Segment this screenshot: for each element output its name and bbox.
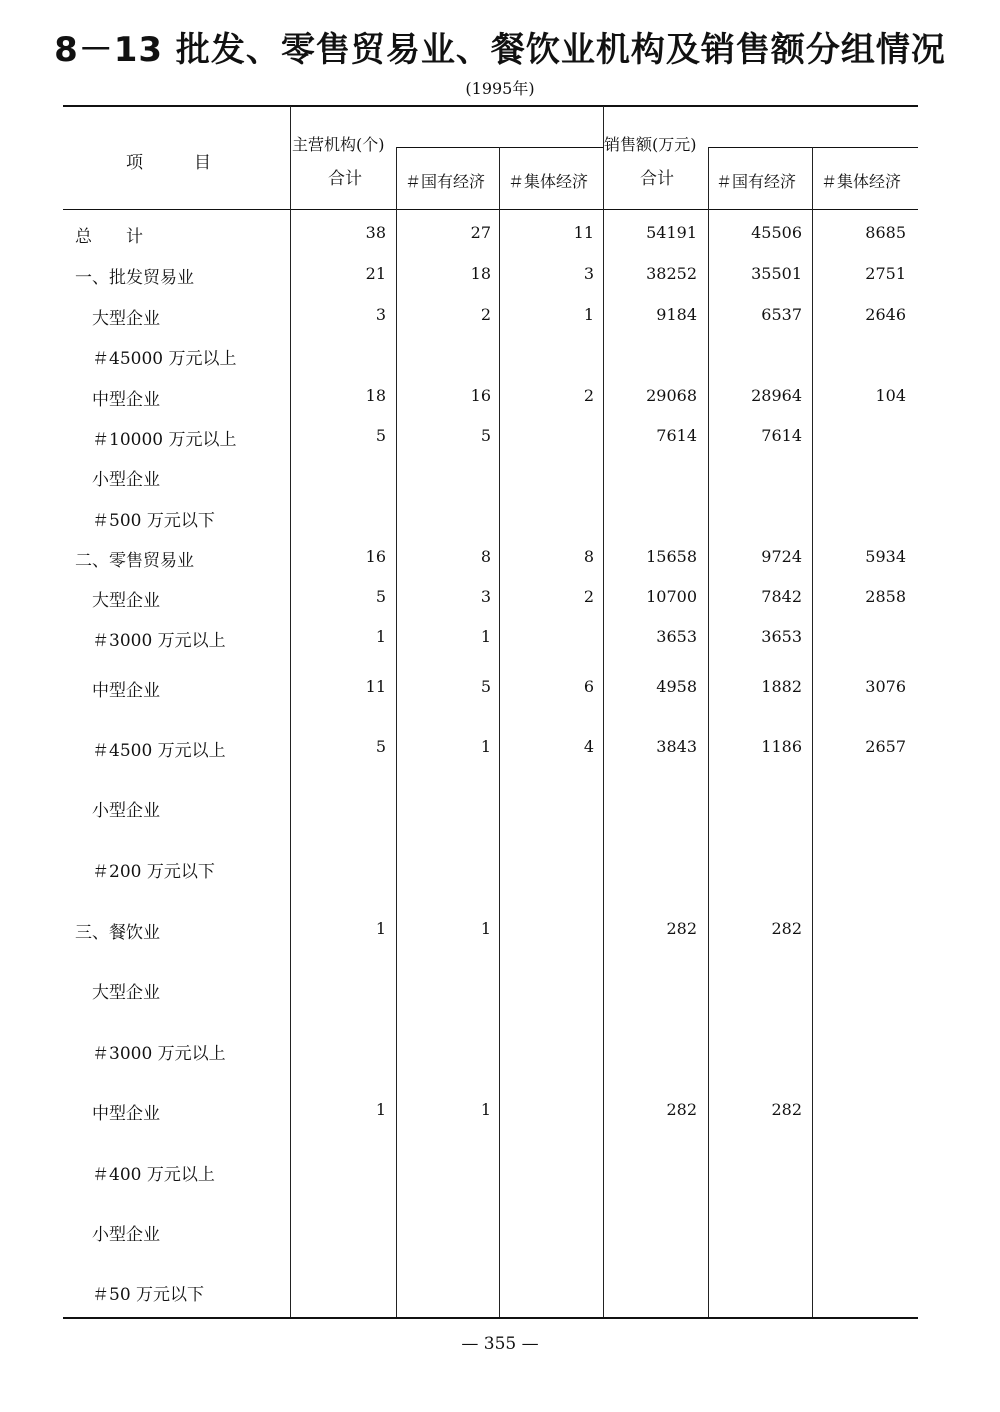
cell-value: 38 <box>365 223 386 242</box>
cell-value: 3653 <box>761 627 802 646</box>
header-inst-state: ＃国有经济 <box>405 172 486 191</box>
header-inst-collective: ＃集体经济 <box>508 172 589 191</box>
cell-value: 2858 <box>865 587 906 606</box>
cell-value: 6537 <box>761 305 802 324</box>
cell-value: 16 <box>365 547 386 566</box>
row-label: 二、零售贸易业 <box>75 551 194 571</box>
cell-value: 4958 <box>656 677 697 696</box>
row-label: 中型企业 <box>92 681 160 701</box>
cell-value: 3843 <box>656 737 697 756</box>
header-sales-collective: ＃集体经济 <box>821 172 902 191</box>
table-row <box>0 381 1000 411</box>
cell-value: 29068 <box>646 386 697 405</box>
row-label: 中型企业 <box>92 1104 160 1124</box>
cell-value: 1 <box>480 919 491 938</box>
cell-value: 28964 <box>751 386 802 405</box>
header-institutions: 主营机构(个) <box>292 135 385 154</box>
year-subtitle: (1995年) <box>465 79 535 98</box>
table-row <box>0 792 1000 822</box>
cell-value: 1186 <box>761 737 802 756</box>
header-item: 项 目 <box>126 153 211 173</box>
cell-value: 282 <box>666 1100 697 1119</box>
cell-value: 1 <box>480 1100 491 1119</box>
table-row <box>0 461 1000 491</box>
row-label: 中型企业 <box>92 390 160 410</box>
cell-value: 5 <box>375 426 386 445</box>
cell-value: 3 <box>583 264 594 283</box>
cell-value: 1 <box>375 627 386 646</box>
header-sales: 销售额(万元) <box>604 135 697 154</box>
table-row <box>0 582 1000 612</box>
cell-value: 8 <box>583 547 594 566</box>
table-top-rule <box>63 105 918 107</box>
cell-value: 54191 <box>646 223 697 242</box>
table-row <box>0 974 1000 1004</box>
table-row <box>0 732 1000 762</box>
table-bottom-rule <box>63 1317 918 1319</box>
cell-value: 2657 <box>865 737 906 756</box>
cell-value: 2 <box>480 305 491 324</box>
header-inst-total: 合计 <box>328 169 362 189</box>
cell-value: 15658 <box>646 547 697 566</box>
cell-value: 10700 <box>646 587 697 606</box>
header-bottom-rule <box>63 209 918 210</box>
cell-value: 3 <box>480 587 491 606</box>
cell-value: 2646 <box>865 305 906 324</box>
table-row <box>0 542 1000 572</box>
table-row <box>0 672 1000 702</box>
table-row <box>0 1276 1000 1306</box>
cell-value: 9724 <box>761 547 802 566</box>
table-row <box>0 914 1000 944</box>
cell-value: 18 <box>470 264 491 283</box>
row-label: ＃3000 万元以上 <box>92 1044 226 1064</box>
table-row <box>0 259 1000 289</box>
cell-value: 1 <box>480 627 491 646</box>
cell-value: 2 <box>583 386 594 405</box>
row-label: ＃45000 万元以上 <box>92 349 237 369</box>
cell-value: 7614 <box>761 426 802 445</box>
header-sales-state: ＃国有经济 <box>716 172 797 191</box>
cell-value: 35501 <box>751 264 802 283</box>
cell-value: 38252 <box>646 264 697 283</box>
row-label: ＃10000 万元以上 <box>92 430 237 450</box>
cell-value: 5 <box>375 737 386 756</box>
row-label: 三、餐饮业 <box>75 923 160 943</box>
cell-value: 21 <box>365 264 386 283</box>
row-label: ＃50 万元以下 <box>92 1285 205 1305</box>
cell-value: 5 <box>375 587 386 606</box>
cell-value: 3653 <box>656 627 697 646</box>
sales-subheader-rule <box>708 147 918 148</box>
row-label: ＃4500 万元以上 <box>92 741 226 761</box>
table-row <box>0 1216 1000 1246</box>
cell-value: 5934 <box>865 547 906 566</box>
cell-value: 5 <box>480 677 491 696</box>
cell-value: 282 <box>771 919 802 938</box>
cell-value: 1 <box>480 737 491 756</box>
cell-value: 8685 <box>865 223 906 242</box>
cell-value: 45506 <box>751 223 802 242</box>
cell-value: 7614 <box>656 426 697 445</box>
row-label: 大型企业 <box>92 983 160 1003</box>
cell-value: 282 <box>666 919 697 938</box>
table-row <box>0 1156 1000 1186</box>
cell-value: 11 <box>573 223 594 242</box>
page-number: — 355 — <box>461 1334 539 1354</box>
cell-value: 7842 <box>761 587 802 606</box>
cell-value: 282 <box>771 1100 802 1119</box>
cell-value: 4 <box>583 737 594 756</box>
table-row <box>0 622 1000 652</box>
cell-value: 1 <box>583 305 594 324</box>
cell-value: 5 <box>480 426 491 445</box>
row-label: 总 计 <box>75 227 143 247</box>
cell-value: 1882 <box>761 677 802 696</box>
row-label: 大型企业 <box>92 309 160 329</box>
table-row <box>0 853 1000 883</box>
cell-value: 1 <box>375 919 386 938</box>
cell-value: 8 <box>480 547 491 566</box>
row-label: 小型企业 <box>92 801 160 821</box>
cell-value: 16 <box>470 386 491 405</box>
cell-value: 18 <box>365 386 386 405</box>
table-row <box>0 218 1000 248</box>
cell-value: 104 <box>875 386 906 405</box>
row-label: 小型企业 <box>92 470 160 490</box>
cell-value: 1 <box>375 1100 386 1119</box>
cell-value: 3076 <box>865 677 906 696</box>
header-sales-total: 合计 <box>640 169 674 189</box>
cell-value: 27 <box>470 223 491 242</box>
cell-value: 9184 <box>656 305 697 324</box>
row-label: 大型企业 <box>92 591 160 611</box>
row-label: ＃400 万元以上 <box>92 1165 215 1185</box>
cell-value: 6 <box>583 677 594 696</box>
table-row <box>0 502 1000 532</box>
row-label: ＃3000 万元以上 <box>92 631 226 651</box>
cell-value: 2751 <box>865 264 906 283</box>
row-label: ＃200 万元以下 <box>92 862 215 882</box>
row-label: ＃500 万元以下 <box>92 511 215 531</box>
cell-value: 11 <box>365 677 386 696</box>
cell-value: 3 <box>375 305 386 324</box>
table-row <box>0 300 1000 330</box>
page-title: 8－13 批发、零售贸易业、餐饮业机构及销售额分组情况 <box>54 30 946 70</box>
table-row <box>0 421 1000 451</box>
row-label: 一、批发贸易业 <box>75 268 194 288</box>
row-label: 小型企业 <box>92 1225 160 1245</box>
cell-value: 2 <box>583 587 594 606</box>
table-row <box>0 1095 1000 1125</box>
table-row <box>0 1035 1000 1065</box>
table-row <box>0 340 1000 370</box>
